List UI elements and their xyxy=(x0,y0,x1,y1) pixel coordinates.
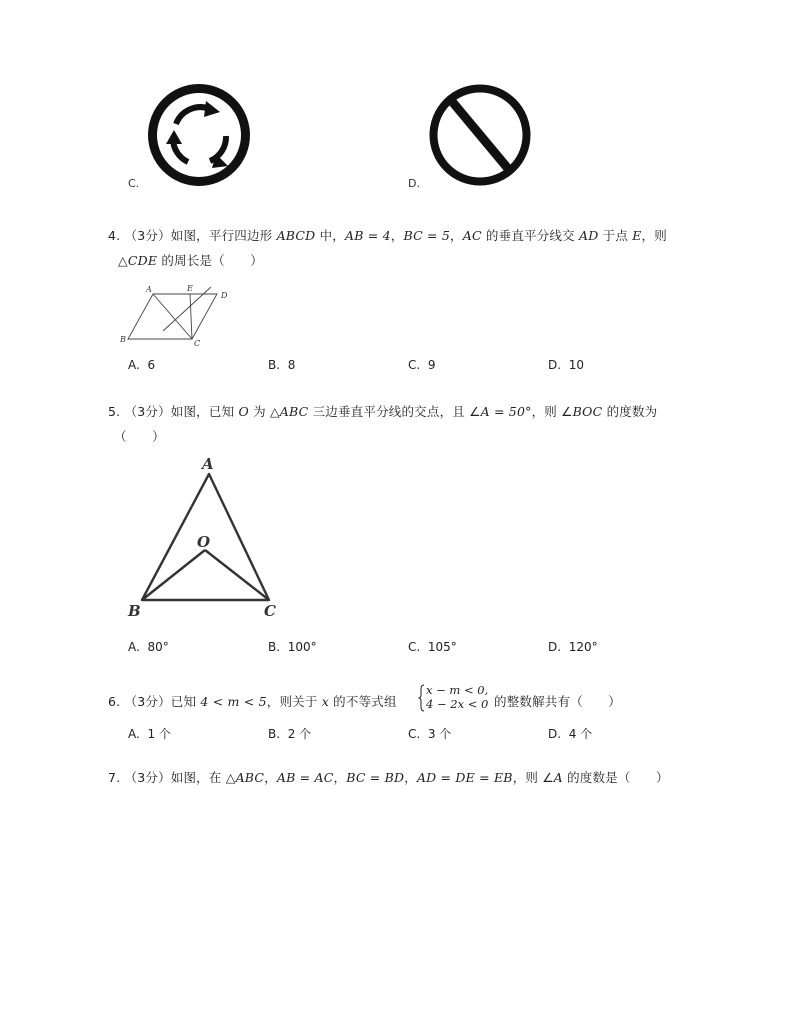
q4-option-b[interactable]: B. 8 xyxy=(268,358,296,372)
question-4-line2: △CDE 的周长是（ ） xyxy=(118,253,263,268)
question-score: （3分） xyxy=(124,770,171,785)
question-number: 4. xyxy=(108,228,121,243)
question-number: 7. xyxy=(108,770,121,785)
inequality-line-2: 4 − 2x < 0 xyxy=(426,697,489,711)
label-d: D xyxy=(221,291,228,300)
option-c-figure xyxy=(148,84,252,188)
question-5-line1: 5. （3分）如图，已知 O 为 △ABC 三边垂直平分线的交点，且 ∠A = 50°，则 ∠BOC 的度数为 xyxy=(108,404,658,419)
question-7-text: 7. （3分）如图，在 △ABC，AB = AC，BC = BD，AD = DE = EB，则 ∠A 的度数是（ ） xyxy=(108,770,669,785)
q5-option-b[interactable]: B. 100° xyxy=(268,640,317,654)
q5-option-c[interactable]: C. 105° xyxy=(408,640,457,654)
question-number: 6. xyxy=(108,694,121,709)
label-c: C xyxy=(194,339,201,348)
label-b: B xyxy=(128,602,141,620)
q5-option-a[interactable]: A. 80° xyxy=(128,640,169,654)
q6-option-c[interactable]: C. 3 个 xyxy=(408,727,452,741)
question-6-text-end: 的整数解共有（ ） xyxy=(494,694,622,709)
inequality-line-1: x − m < 0, xyxy=(426,683,489,697)
question-4-line1: 4. （3分）如图，平行四边形 ABCD 中，AB = 4，BC = 5，AC 的垂直平分线交 AD 于点 E，则 xyxy=(108,228,667,243)
brace-icon xyxy=(418,684,425,712)
label-e: E xyxy=(187,284,193,293)
question-6-text: 6. （3分）已知 4 < m < 5，则关于 x 的不等式组 xyxy=(108,694,397,709)
question-5-figure xyxy=(126,452,286,622)
option-d-figure xyxy=(428,84,532,188)
label-b: B xyxy=(120,335,126,344)
q6-option-d[interactable]: D. 4 个 xyxy=(548,727,593,741)
label-a: A xyxy=(202,455,214,473)
label-a: A xyxy=(146,285,152,294)
q4-option-a[interactable]: A. 6 xyxy=(128,358,156,372)
inequality-system xyxy=(418,683,492,713)
q4-option-d[interactable]: D. 10 xyxy=(548,358,584,372)
recycle-arrows-icon xyxy=(173,107,226,162)
question-score: （3分） xyxy=(124,404,171,419)
q6-option-b[interactable]: B. 2 个 xyxy=(268,727,312,741)
question-score: （3分） xyxy=(124,228,171,243)
label-o: O xyxy=(197,533,211,551)
option-d-label: D. xyxy=(408,177,420,190)
option-c-label: C. xyxy=(128,177,140,190)
question-number: 5. xyxy=(108,404,121,419)
question-4-figure xyxy=(118,284,238,348)
label-c: C xyxy=(264,602,276,620)
q5-option-d[interactable]: D. 120° xyxy=(548,640,598,654)
question-score: （3分） xyxy=(124,694,171,709)
question-5-line2: （ ） xyxy=(114,429,165,444)
q4-option-c[interactable]: C. 9 xyxy=(408,358,436,372)
q6-option-a[interactable]: A. 1 个 xyxy=(128,727,171,741)
